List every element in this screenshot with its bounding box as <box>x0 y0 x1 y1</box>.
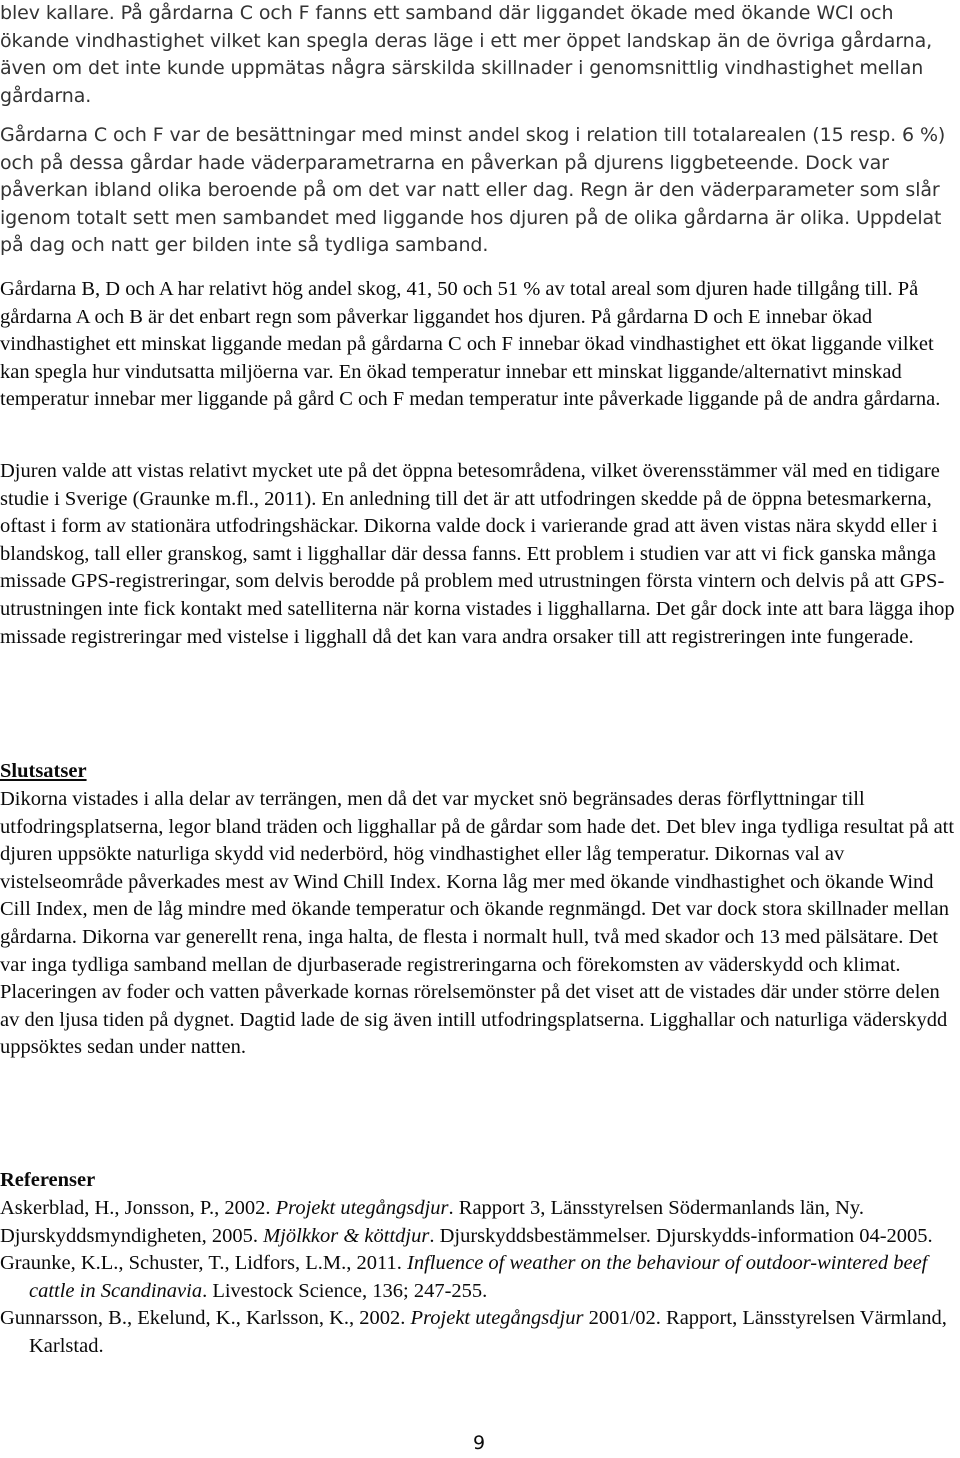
paragraph-1: blev kallare. På gårdarna C och F fanns ett samband där liggandet ökade med ökande WCI och ökande vindhastighet vilket kan spegla deras läge i ett mer öppet landskap än de övriga gårdarna, även om det inte kunde uppmätas några särskilda skillnader i genomsnittlig vindhastighet mellan gårdarna. <box>0 2 933 107</box>
conclusions-text: Dikorna vistades i alla delar av terrängen, men då det var mycket snö begränsades deras förflyttningar till utfodringsplatserna, legor bland träden och ligghallar på de gårdar som hade det. Det blev inga tydliga resultat på att djuren uppsökte naturliga skydd vid nederbörd, hög vindhastighet eller låg temperatur. Dikornas val av vistelseområde påverkades mest av Wind Chill Index. Korna låg mer med ökande vindhastighet och ökande Wind Cill Index, men de låg mindre med ökande temperatur och ökande regnmängd. Det var dock stora skillnader mellan gårdarna. Dikorna var generellt rena, inga halta, de flesta i normalt hull, två med skador och 13 med pälsätare. Det var inga tydliga samband mellan de djurbaserade registreringarna och förekomsten av väderskydd och klimat. Placeringen av foder och vatten påverkade kornas rörelsemönster på det viset att de vistades där under större delen av den ljusa tiden på dygnet. Dagtid lade de sig även intill utfodringsplatserna. Ligghallar och naturliga väderskydd uppsöktes sedan under natten. <box>0 788 955 1059</box>
reference-authors: Graunke, K.L., Schuster, T., Lidfors, L.M., 2011. <box>0 1252 408 1275</box>
reference-title: Projekt utegångsdjur <box>275 1197 449 1219</box>
reference-title: Influence of weather on the behaviour of outdoor-wintered beef cattle in Scandinavia <box>29 1252 928 1302</box>
references-heading: Referenser <box>0 1169 96 1191</box>
reference-item <box>0 1195 958 1223</box>
reference-authors: Djurskyddsmyndigheten, 2005. <box>0 1224 264 1247</box>
references-list <box>0 1195 958 1361</box>
reference-source: . Rapport 3, Länsstyrelsen Södermanlands län, Ny. <box>448 1197 864 1219</box>
reference-item <box>0 1223 958 1251</box>
reference-source: . Livestock Science, 136; 247-255. <box>202 1279 488 1302</box>
conclusions-heading: Slutsatser <box>0 760 87 782</box>
reference-source: . Djurskyddsbestämmelser. Djurskydds-information 04-2005. <box>429 1224 933 1247</box>
reference-title: Mjölkkor & köttdjur <box>263 1224 430 1247</box>
reference-authors: Askerblad, H., Jonsson, P., 2002. <box>0 1197 276 1219</box>
reference-item <box>0 1250 958 1305</box>
reference-source: 2001/02. Rapport, Länsstyrelsen Värmland, Karlstad. <box>29 1307 947 1357</box>
paragraph-3: Gårdarna B, D och A har relativt hög andel skog, 41, 50 och 51 % av total areal som djuren hade tillgång till. På gårdarna A och B är det enbart regn som påverkar liggandet hos djuren. På gårdarna D och E innebar ökad vindhastighet ett minskat liggande medan på gårdarna C och F innebar ökad vindhastighet ett ökat liggande vilket kan spegla hur vindutsatta miljöerna var. En ökad temperatur innebar ett minskat liggande/alternativt minskad temperatur innebar mer liggande på gård C och F medan temperatur inte påverkade liggande på de andra gårdarna. <box>0 278 941 411</box>
paragraph-4: Djuren valde att vistas relativt mycket ute på det öppna betesområdena, vilket överensstämmer väl med en tidigare studie i Sverige (Graunke m.fl., 2011). En anledning till det är att utfodringen skedde på de öppna betesmarkerna, oftast i form av stationära utfodringshäckar. Dikorna valde dock i varierande grad att även vistas nära skydd eller i blandskog, tall eller granskog, samt i ligghallar där dessa fanns. Ett problem i studien var att vi fick ganska många missade GPS-registreringar, som delvis berodde på problem med utrustningen första vintern och delvis på att GPS-utrustningen inte fick kontakt med satelliterna när korna vistades i ligghallarna. Det går dock inte att bara lägga ihop missade registreringar med vistelse i ligghall då det kan vara andra orsaker till att registreringen inte fungerade. <box>0 460 955 648</box>
reference-title: Projekt utegångsdjur <box>410 1307 584 1330</box>
page-number: 9 <box>472 1432 486 1454</box>
reference-item <box>0 1305 958 1360</box>
reference-authors: Gunnarsson, B., Ekelund, K., Karlsson, K., 2002. <box>0 1307 411 1330</box>
paragraph-2: Gårdarna C och F var de besättningar med minst andel skog i relation till totalarealen (15 resp. 6 %) och på dessa gårdar hade väderparametrarna en påverkan på djurens liggbeteende. Dock var påverkan ibland olika beroende på om det var natt eller dag. Regn är den väderparameter som slår igenom totalt sett men sambandet med liggande hos djuren på de olika gårdarna är olika. Uppdelat på dag och natt ger bilden inte så tydliga samband. <box>0 124 946 257</box>
